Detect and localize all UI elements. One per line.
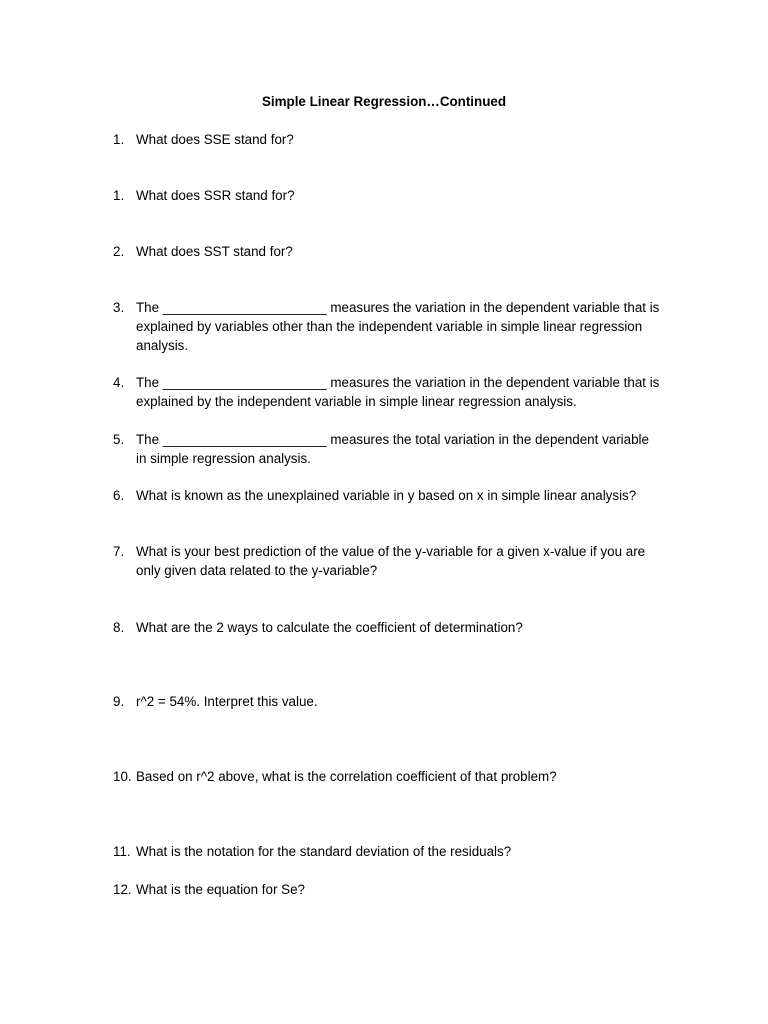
worksheet-title: Simple Linear Regression…Continued xyxy=(261,94,507,109)
question-line: What is known as the unexplained variable in y based on x in simple linear analysis? xyxy=(136,488,637,503)
question-number: 3. xyxy=(113,300,125,315)
question-line: The ______________________ measures the total variation in the dependent variable xyxy=(136,432,649,447)
question-text xyxy=(136,130,683,149)
question-text xyxy=(136,186,683,205)
question-text xyxy=(136,767,683,786)
question-item xyxy=(113,373,683,411)
question-line: explained by variables other than the independent variable in simple linear regression xyxy=(136,319,643,334)
question-text xyxy=(136,486,683,505)
question-line: What is the notation for the standard deviation of the residuals? xyxy=(136,844,512,859)
question-text xyxy=(136,618,683,637)
question-text xyxy=(136,373,683,411)
question-text xyxy=(136,242,683,261)
question-item xyxy=(113,842,683,861)
question-item xyxy=(113,298,683,355)
question-item xyxy=(113,430,683,468)
question-number: 6. xyxy=(113,488,125,503)
question-line: What does SST stand for? xyxy=(136,244,293,259)
question-line: The ______________________ measures the variation in the dependent variable that is xyxy=(136,375,660,390)
question-line: only given data related to the y-variable? xyxy=(136,563,378,578)
question-line: What is the equation for Se? xyxy=(136,882,305,897)
question-line: r^2 = 54%. Interpret this value. xyxy=(136,694,318,709)
question-number: 5. xyxy=(113,432,125,447)
question-item xyxy=(113,880,683,899)
question-line: The ______________________ measures the variation in the dependent variable that is xyxy=(136,300,660,315)
question-line: What does SSE stand for? xyxy=(136,132,294,147)
question-number: 11. xyxy=(113,844,131,859)
question-item xyxy=(113,130,683,149)
question-number: 8. xyxy=(113,620,125,635)
question-line: in simple regression analysis. xyxy=(136,451,311,466)
question-item xyxy=(113,618,683,637)
question-item xyxy=(113,486,683,505)
question-number: 1. xyxy=(113,188,125,203)
question-text xyxy=(136,880,683,899)
question-item xyxy=(113,242,683,261)
question-item xyxy=(113,767,683,786)
question-number: 1. xyxy=(113,132,125,147)
question-line: Based on r^2 above, what is the correlation coefficient of that problem? xyxy=(136,769,557,784)
question-number: 12. xyxy=(113,882,132,897)
question-number: 2. xyxy=(113,244,125,259)
question-line: What is your best prediction of the value of the y-variable for a given x-value if you are xyxy=(136,544,646,559)
question-number: 4. xyxy=(113,375,125,390)
question-item xyxy=(113,692,683,711)
question-line: explained by the independent variable in simple linear regression analysis. xyxy=(136,394,577,409)
question-text xyxy=(136,298,683,355)
question-number: 10. xyxy=(113,769,132,784)
question-number: 9. xyxy=(113,694,125,709)
question-text xyxy=(136,542,683,580)
question-item xyxy=(113,186,683,205)
question-line: What does SSR stand for? xyxy=(136,188,295,203)
question-line: What are the 2 ways to calculate the coefficient of determination? xyxy=(136,620,523,635)
question-text xyxy=(136,430,683,468)
question-line: analysis. xyxy=(136,338,189,353)
question-text xyxy=(136,842,683,861)
question-item xyxy=(113,542,683,580)
question-number: 7. xyxy=(113,544,125,559)
question-text xyxy=(136,692,683,711)
